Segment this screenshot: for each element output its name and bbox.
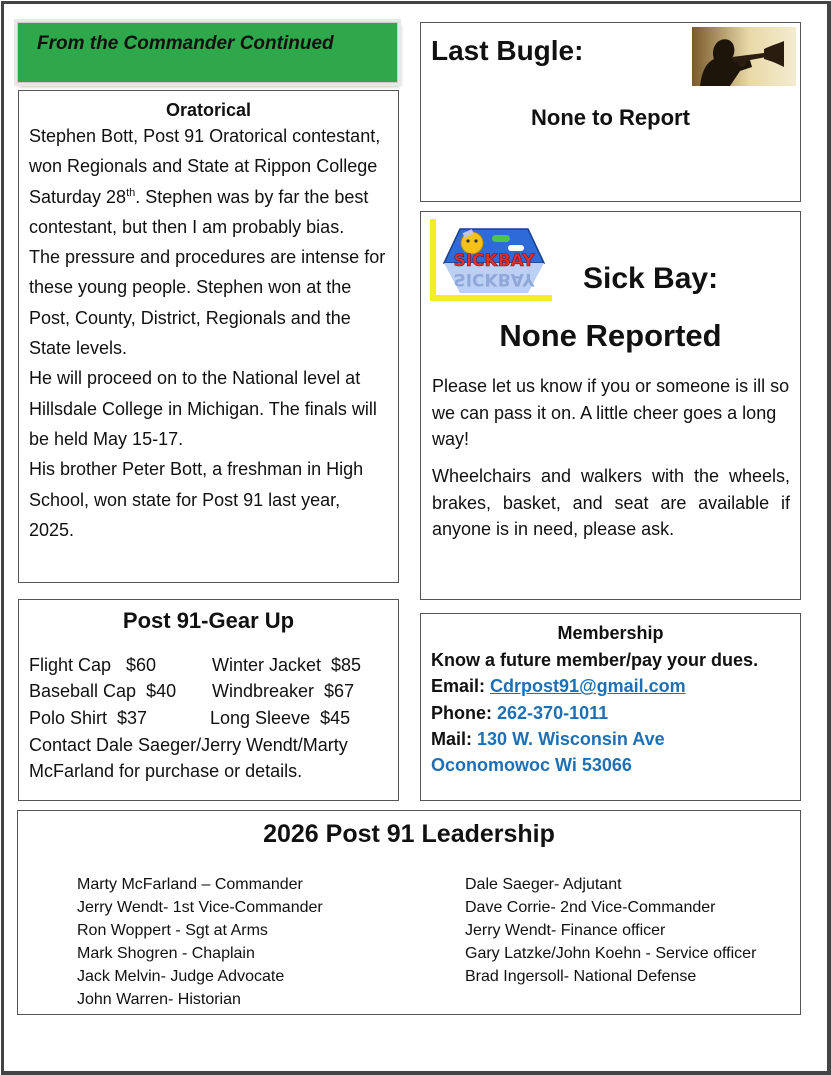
- gear-item: Baseball Cap $40: [29, 681, 177, 702]
- sick-bay-note: Please let us know if you or someone is ill so we can pass it on. A little cheer goes a long way!: [432, 376, 790, 449]
- mail-label: Mail:: [431, 728, 473, 749]
- sickbay-logo-reflection: SICKBAY: [453, 269, 535, 289]
- phone-label: Phone:: [431, 702, 492, 723]
- banner-title: From the Commander Continued: [37, 33, 334, 54]
- oratorical-text: Stephen Bott, Post 91 Oratorical contestant, won Regionals and State at Rippon College Saturday 28: [29, 126, 381, 207]
- gear-row: [29, 652, 362, 678]
- oratorical-text: . Stephen was by far the best contestant, but then I am probably bias.: [29, 186, 369, 237]
- leader-entry: Mark Shogren - Chaplain: [77, 945, 255, 962]
- leader-entry: Gary Latzke/John Koehn - Service officer: [465, 945, 757, 962]
- oratorical-paragraph: His brother Peter Bott, a freshman in High School, won state for Post 91 last year, 2025.: [29, 459, 364, 540]
- membership-tagline: Know a future member/pay your dues.: [431, 650, 759, 670]
- last-bugle-status: None to Report: [531, 105, 690, 130]
- oratorical-paragraph: He will proceed on to the National level at Hillsdale College in Michigan. The finals will be held May 15-17.: [29, 368, 377, 449]
- gear-item: Winter Jacket $85: [212, 655, 362, 675]
- membership-email-line: [431, 673, 758, 699]
- superscript: th: [126, 186, 136, 199]
- gear-item: Polo Shirt $37: [29, 707, 148, 728]
- sick-bay-status: None Reported: [499, 318, 722, 353]
- leadership-title: 2026 Post 91 Leadership: [263, 820, 555, 848]
- oratorical-paragraph: The pressure and procedures are intense for these young people. Stephen won at the Post, County, District, Regionals and the State levels.: [29, 247, 386, 359]
- leader-entry: Marty McFarland – Commander: [77, 876, 303, 893]
- leadership-right-column: [465, 873, 756, 988]
- sickbay-logo-icon: [430, 219, 552, 301]
- gear-price-list: [29, 652, 362, 731]
- gear-item: Long Sleeve $45: [210, 707, 351, 728]
- leader-entry: Ron Woppert - Sgt at Arms: [77, 922, 268, 939]
- gear-box: [18, 599, 399, 801]
- leader-entry: Dale Saeger- Adjutant: [465, 876, 622, 893]
- membership-box: [420, 613, 801, 801]
- gear-row: [29, 705, 351, 731]
- commander-banner: [17, 22, 398, 83]
- oratorical-body: [19, 121, 398, 545]
- email-link[interactable]: Cdrpost91@gmail.com: [490, 676, 686, 697]
- leadership-box: [17, 810, 801, 1015]
- membership-details: [431, 647, 758, 778]
- address-line-1: 130 W. Wisconsin Ave: [477, 728, 665, 749]
- gear-row: [29, 678, 355, 704]
- sick-bay-title: Sick Bay:: [583, 262, 719, 295]
- membership-mail-line: [431, 726, 758, 752]
- last-bugle-box: [420, 22, 801, 202]
- sick-bay-box: [420, 211, 801, 600]
- email-label: Email:: [431, 676, 486, 697]
- leader-entry: Jack Melvin- Judge Advocate: [77, 968, 285, 985]
- last-bugle-title: Last Bugle:: [431, 35, 584, 66]
- gear-item: Flight Cap $60: [29, 655, 157, 675]
- leader-entry: Jerry Wendt- Finance officer: [465, 922, 666, 939]
- oratorical-title: Oratorical: [165, 100, 252, 120]
- bugler-silhouette-icon: [692, 27, 796, 86]
- phone-number: 262-370-1011: [497, 702, 609, 723]
- leader-entry: Jerry Wendt- 1st Vice-Commander: [77, 899, 323, 916]
- leader-entry: Dave Corrie- 2nd Vice-Commander: [465, 899, 716, 916]
- leader-entry: John Warren- Historian: [77, 991, 241, 1008]
- sick-bay-equipment-note: Wheelchairs and walkers with the wheels, brakes, basket, and seat are available if anyone is in need, please ask.: [432, 466, 790, 539]
- oratorical-paragraph: [29, 121, 388, 242]
- gear-item: Windbreaker $67: [212, 681, 355, 702]
- membership-title: Membership: [557, 623, 664, 643]
- gear-title: Post 91-Gear Up: [122, 608, 295, 633]
- oratorical-box: [18, 90, 399, 583]
- gear-contact: Contact Dale Saeger/Jerry Wendt/Marty McFarland for purchase or details.: [29, 735, 348, 782]
- sickbay-logo-text: SICKBAY: [453, 251, 535, 271]
- membership-phone-line: [431, 700, 758, 726]
- address-line-2: Oconomowoc Wi 53066: [431, 755, 632, 776]
- leadership-left-column: [77, 873, 323, 1011]
- leader-entry: Brad Ingersoll- National Defense: [465, 968, 697, 985]
